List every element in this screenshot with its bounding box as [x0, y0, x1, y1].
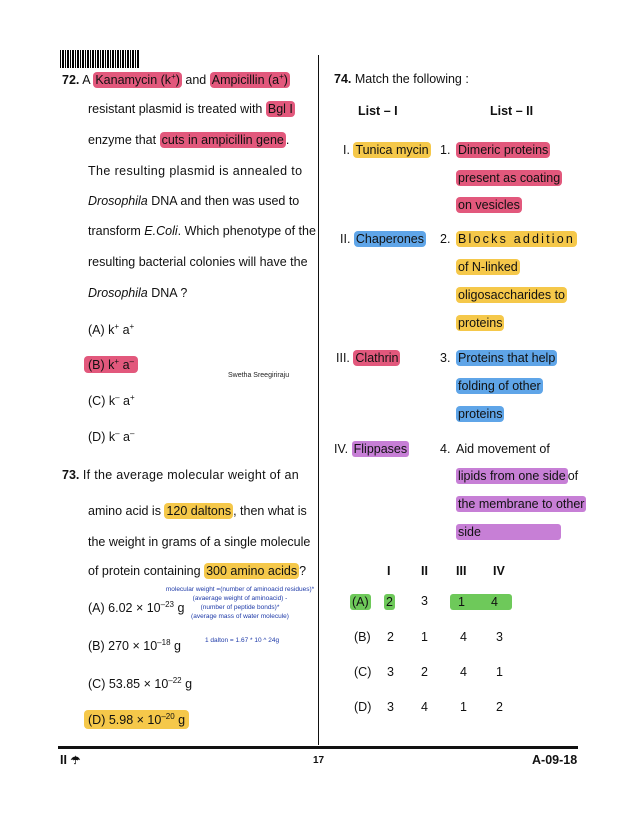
highlight-folding: folding of other — [458, 379, 541, 393]
highlight-cuts-ampicillin: cuts in ampicillin gene — [161, 133, 284, 147]
highlight-chaperones: Chaperones — [355, 232, 425, 246]
col-header-iii: III — [456, 564, 467, 578]
q73-text: , then what is — [233, 504, 307, 518]
match-4-line4 — [456, 525, 561, 539]
q74-option-b-iii: 4 — [460, 630, 467, 644]
sup: + — [171, 72, 176, 81]
q74-option-d-iii: 1 — [460, 700, 467, 714]
q74-option-a-label[interactable]: (A) — [352, 595, 369, 609]
match-1-line2 — [456, 171, 562, 185]
drosophila-text: Drosophila — [88, 194, 148, 208]
q74-option-b-i: 2 — [387, 630, 394, 644]
q72-line4: The resulting plasmid is annealed to — [88, 164, 303, 178]
match-3-num: 3. — [440, 351, 451, 365]
highlight-proteins-help: Proteins that help — [458, 351, 556, 365]
q74-option-d-ii: 4 — [421, 700, 428, 714]
q74-option-b-ii: 1 — [421, 630, 428, 644]
k-text: k — [108, 358, 115, 373]
list1-heading: List – I — [358, 104, 398, 118]
q74-text: Match the following : — [354, 72, 469, 86]
match-2-num: 2. — [440, 232, 451, 246]
q73-text: amino acid is — [88, 504, 161, 518]
value: 4 — [490, 595, 498, 609]
highlight-vesicles: on vesicles — [458, 198, 520, 212]
q72-option-c[interactable] — [88, 393, 135, 408]
exponent: –22 — [168, 676, 182, 685]
match-2-line4 — [456, 316, 504, 330]
match-4-line3 — [456, 497, 586, 511]
dalton-note: 1 dalton = 1.67 * 10 ^ 24g — [205, 637, 280, 644]
unit: g — [185, 677, 193, 692]
match-2-line3 — [456, 288, 567, 302]
q72-line2 — [88, 102, 295, 116]
q72-number: 72. — [62, 73, 80, 88]
match-3-line1 — [456, 351, 557, 365]
highlight-membrane: the membrane to other — [458, 497, 585, 511]
footer-left — [60, 753, 80, 767]
q74-title — [334, 72, 469, 86]
q72-text: DNA and then was used to — [151, 194, 300, 208]
q74-option-c-iii: 4 — [460, 665, 467, 679]
item-num: I. — [343, 143, 350, 157]
q74-option-d-iv: 2 — [496, 700, 503, 714]
q73-line1 — [62, 468, 299, 482]
highlight-kanamycin — [93, 72, 182, 88]
option-label: (B) — [88, 358, 105, 373]
highlight-flippases: Flippases — [353, 442, 408, 456]
sup: + — [279, 72, 284, 81]
match-4-num: 4. — [440, 442, 451, 456]
q73-line2 — [88, 504, 307, 518]
k-text: k — [108, 430, 116, 445]
highlight-clathrin: Clathrin — [355, 351, 399, 365]
ampicillin-text: Ampicillin (a — [211, 73, 280, 88]
option-label: (D) — [88, 430, 106, 445]
paper-code: II — [60, 753, 67, 767]
option-label: (A) — [88, 601, 105, 616]
handwritten-note — [165, 585, 315, 621]
paren: ) — [175, 73, 180, 88]
q72-option-a[interactable] — [88, 322, 134, 337]
note-line: molecular weight =(number of aminoacid residues)* — [165, 586, 315, 593]
match-2-line1 — [456, 232, 577, 246]
col-header-ii: II — [421, 564, 428, 578]
highlight-lipids: lipids from one side — [458, 469, 566, 483]
col-header-i: I — [387, 564, 391, 578]
period: . — [285, 133, 290, 147]
item-num: III. — [336, 351, 350, 365]
match-4-line2 — [456, 469, 578, 483]
and-text: and — [185, 73, 207, 88]
sup: + — [114, 322, 120, 331]
note-line: (avaerage weight of aminoacid) - — [192, 595, 288, 602]
drosophila-text: Drosophila — [88, 286, 148, 300]
highlight-ampicillin — [210, 72, 290, 88]
highlight-coating: present as coating — [458, 171, 561, 185]
highlight-tunicamycin: Tunica mycin — [355, 143, 429, 157]
highlight-n-linked: of N-linked — [458, 260, 518, 274]
ecoli-text: E.Coli — [144, 224, 178, 238]
a-text: a — [122, 323, 130, 338]
q72-text: DNA ? — [151, 286, 188, 300]
q74-option-a-i: 2 — [386, 595, 393, 609]
list2-heading: List – II — [490, 104, 534, 118]
q74-option-c-ii: 2 — [421, 665, 428, 679]
q73-number: 73. — [62, 468, 80, 482]
sup: + — [114, 357, 120, 366]
q72-text: . Which phenotype of the — [177, 224, 316, 238]
value: 1 — [458, 595, 465, 609]
q72-line1 — [62, 72, 290, 87]
page-number: 17 — [313, 755, 325, 766]
q74-option-b-iv: 3 — [496, 630, 503, 644]
note-line: (number of peptide bonds)* — [200, 604, 280, 611]
q74-option-a-iii-iv — [450, 594, 512, 610]
q72-line5 — [88, 194, 299, 208]
sup: – — [129, 357, 134, 366]
q73-option-c[interactable] — [88, 676, 192, 691]
highlight-120-daltons: 120 daltons — [166, 504, 232, 518]
q74-option-c-iv: 1 — [496, 665, 503, 679]
match-4-line1: Aid movement of — [456, 442, 550, 456]
list1-item-3 — [336, 351, 400, 365]
highlight-bgl: Bgl I — [267, 102, 293, 116]
match-3-line2 — [456, 379, 543, 393]
exponent: –20 — [161, 712, 175, 721]
sup: – — [115, 429, 120, 438]
a-text: a — [122, 358, 130, 373]
sup: – — [115, 393, 120, 402]
highlight-300-amino-acids: 300 amino acids — [206, 564, 298, 578]
unit: g — [178, 713, 186, 728]
option-label: (D) — [88, 713, 106, 728]
q74-option-c-label[interactable]: (C) — [354, 665, 372, 679]
item-num: IV. — [334, 442, 349, 456]
option-value: 270 × 10 — [108, 639, 158, 654]
match-3-line3 — [456, 407, 504, 421]
q72-line3 — [88, 133, 289, 147]
q73-option-b[interactable] — [88, 638, 181, 653]
option-label: (B) — [88, 639, 105, 654]
unit: g — [177, 601, 185, 616]
q73-option-a[interactable] — [88, 600, 184, 615]
q74-option-b-label[interactable]: (B) — [354, 630, 371, 644]
sup: – — [129, 429, 135, 438]
unit: g — [174, 639, 181, 654]
exponent: –18 — [157, 638, 171, 647]
q73-text: of protein containing — [88, 564, 201, 578]
col-header-iv: IV — [493, 564, 505, 578]
match-2-line2 — [456, 260, 520, 274]
highlight-blocks-addition: Blocks addition — [458, 232, 576, 246]
highlight-proteins: proteins — [458, 316, 503, 330]
option-label: (C) — [88, 677, 106, 692]
q73-text: ? — [299, 564, 307, 578]
list1-item-1 — [343, 143, 431, 157]
q73-text: If the average molecular weight of an — [82, 468, 299, 482]
q72-option-d[interactable] — [88, 429, 134, 444]
sup: + — [129, 322, 135, 331]
a-text: a — [123, 430, 130, 445]
q72-text: enzyme that — [88, 133, 157, 147]
umbrella-icon: ☂ — [70, 755, 81, 767]
highlight-proteins: proteins — [458, 407, 503, 421]
list1-item-2 — [340, 232, 426, 246]
option-label: (A) — [88, 323, 105, 338]
q74-number: 74. — [334, 72, 352, 86]
text: of — [567, 469, 579, 483]
k-text: k — [108, 394, 116, 409]
q73-line4 — [88, 564, 306, 578]
barcode — [60, 50, 140, 68]
paren: ) — [283, 73, 288, 88]
match-1-line3 — [456, 198, 522, 212]
highlight-oligosaccharides: oligosaccharides to — [458, 288, 566, 302]
q72-line6 — [88, 224, 316, 238]
q72-text: transform — [88, 224, 141, 238]
match-1-line1 — [456, 143, 550, 157]
highlight-side: side — [456, 524, 561, 540]
q72-option-b[interactable] — [84, 356, 138, 373]
q72-line8 — [88, 286, 187, 300]
footer-rule — [58, 746, 578, 749]
q73-line3: the weight in grams of a single molecule — [88, 535, 311, 549]
option-value: 53.85 × 10 — [108, 677, 169, 692]
option-label: (C) — [88, 394, 106, 409]
q72-line7: resulting bacterial colonies will have the — [88, 255, 308, 269]
match-1-num: 1. — [440, 143, 451, 157]
signature: Swetha Sreegiriraju — [228, 372, 290, 379]
exponent: –23 — [160, 600, 174, 609]
highlight-dimeric: Dimeric proteins — [458, 143, 549, 157]
kanamycin-text: Kanamycin (k — [95, 73, 172, 88]
q74-option-d-label[interactable]: (D) — [354, 700, 372, 714]
q74-option-c-i: 3 — [387, 665, 394, 679]
sup: + — [129, 393, 135, 402]
option-value: 5.98 × 10 — [108, 713, 162, 728]
note-line: (average mass of water molecule) — [191, 613, 289, 620]
q74-option-d-i: 3 — [387, 700, 394, 714]
q73-option-d[interactable] — [84, 710, 189, 729]
exam-code: A-09-18 — [532, 753, 578, 767]
list1-item-4 — [334, 442, 409, 456]
q74-option-a-ii: 3 — [421, 594, 428, 608]
q72-text: A — [82, 73, 90, 88]
k-text: k — [108, 323, 115, 338]
q72-text: resistant plasmid is treated with — [88, 102, 263, 116]
column-divider — [318, 55, 319, 745]
a-text: a — [123, 394, 130, 409]
option-value: 6.02 × 10 — [108, 601, 161, 616]
item-num: II. — [340, 232, 351, 246]
